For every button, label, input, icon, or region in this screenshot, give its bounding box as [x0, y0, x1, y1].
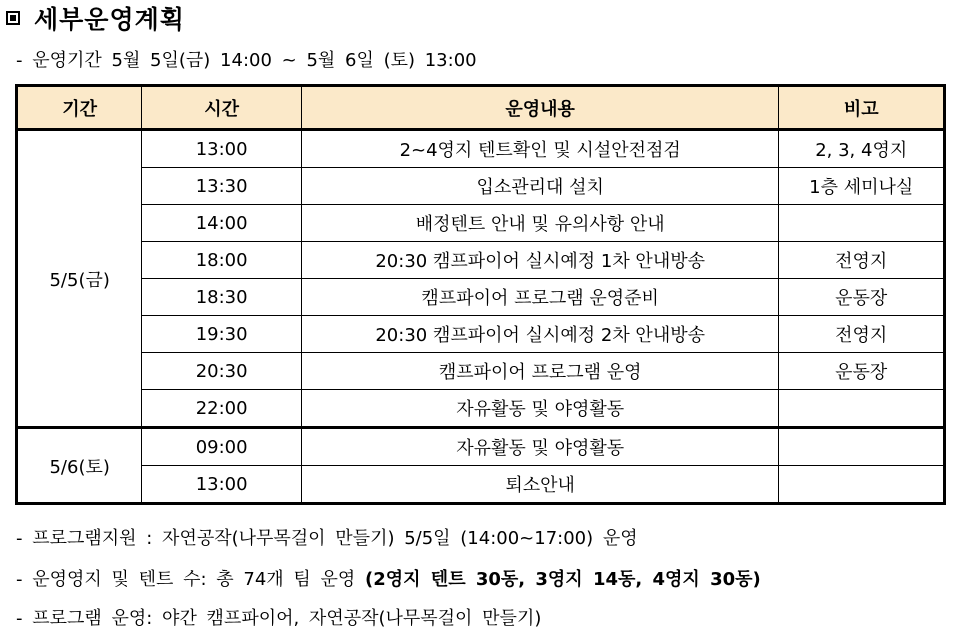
schedule-table: [15, 84, 946, 505]
content-cell: 배정텐트 안내 및 유의사항 안내: [301, 205, 779, 242]
note-cell: [779, 466, 945, 504]
header-time: 시간: [142, 86, 302, 130]
program-operation-note: - 프로그램 운영: 야간 캠프파이어, 자연공작(나무목걸이 만들기): [16, 608, 542, 629]
content-cell: 2~4영지 텐트확인 및 시설안전점검: [301, 130, 779, 168]
content-cell: 자유활동 및 야영활동: [301, 390, 779, 428]
header-note: 비고: [779, 86, 945, 130]
table-row: [17, 242, 945, 279]
header-period: 기간: [17, 86, 142, 130]
content-cell: 캠프파이어 프로그램 운영준비: [301, 279, 779, 316]
table-row: [17, 466, 945, 504]
time-cell: 19:30: [142, 316, 302, 353]
note-cell: [779, 428, 945, 466]
content-cell: 퇴소안내: [301, 466, 779, 504]
note-cell: 전영지: [779, 242, 945, 279]
program-support-note: - 프로그램지원 : 자연공작(나무목걸이 만들기) 5/5일 (14:00~17:00) 운영: [16, 528, 638, 549]
time-cell: 13:30: [142, 168, 302, 205]
operation-period: - 운영기간 5월 5일(금) 14:00 ~ 5월 6일 (토) 13:00: [16, 50, 477, 71]
table-row: [17, 168, 945, 205]
time-cell: 18:00: [142, 242, 302, 279]
table-row: [17, 279, 945, 316]
time-cell: 20:30: [142, 353, 302, 390]
time-cell: 14:00: [142, 205, 302, 242]
content-cell: 입소관리대 설치: [301, 168, 779, 205]
day-cell: 5/5(금): [17, 130, 142, 428]
time-cell: 13:00: [142, 466, 302, 504]
time-cell: 18:30: [142, 279, 302, 316]
sites-and-tents-note: [16, 565, 761, 591]
time-cell: 09:00: [142, 428, 302, 466]
table-row: [17, 428, 945, 466]
day-cell: 5/6(토): [17, 428, 142, 504]
note-cell: [779, 205, 945, 242]
square-bullet-icon: [6, 11, 20, 25]
table-row: [17, 353, 945, 390]
table-row: [17, 130, 945, 168]
content-cell: 자유활동 및 야영활동: [301, 428, 779, 466]
note-cell: 운동장: [779, 279, 945, 316]
table-header-row: [17, 86, 945, 130]
note-cell: 2, 3, 4영지: [779, 130, 945, 168]
note-cell: 전영지: [779, 316, 945, 353]
header-content: 운영내용: [301, 86, 779, 130]
content-cell: 20:30 캠프파이어 실시예정 1차 안내방송: [301, 242, 779, 279]
sites-and-tents-detail: (2영지 텐트 30동, 3영지 14동, 4영지 30동): [365, 569, 761, 590]
note-cell: [779, 390, 945, 428]
time-cell: 13:00: [142, 130, 302, 168]
note-cell: 1층 세미나실: [779, 168, 945, 205]
table-row: [17, 205, 945, 242]
content-cell: 20:30 캠프파이어 실시예정 2차 안내방송: [301, 316, 779, 353]
content-cell: 캠프파이어 프로그램 운영: [301, 353, 779, 390]
time-cell: 22:00: [142, 390, 302, 428]
table-row: [17, 390, 945, 428]
section-title: [6, 2, 185, 34]
table-row: [17, 316, 945, 353]
sites-and-tents-text: - 운영영지 및 텐트 수: 총 74개 팀 운영: [16, 569, 366, 590]
note-cell: 운동장: [779, 353, 945, 390]
section-title-text: 세부운영계획: [34, 5, 185, 34]
